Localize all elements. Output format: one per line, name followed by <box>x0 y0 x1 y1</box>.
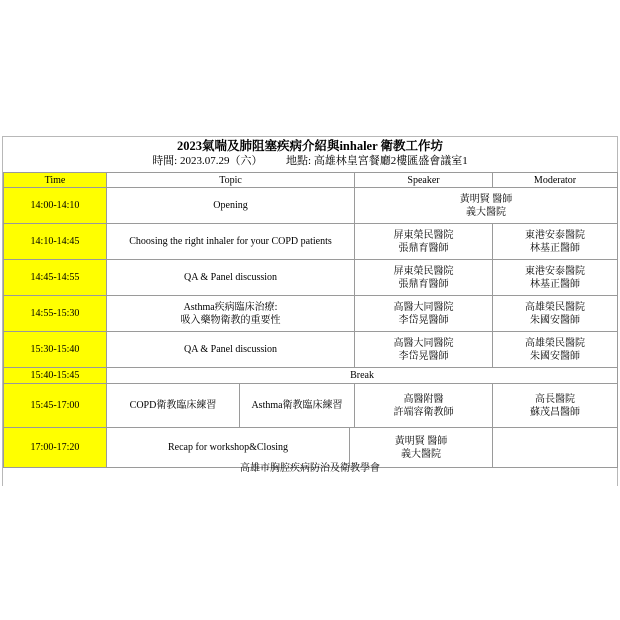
speaker-name: 李岱晃醫師 <box>398 350 449 362</box>
speaker-name: 黃明賢 醫師 <box>394 435 448 447</box>
speaker-hospital: 高醫附醫 <box>403 393 444 405</box>
speaker-hospital: 義大醫院 <box>401 448 442 460</box>
table-row <box>4 188 618 224</box>
topic-line: 吸入藥物衛教的重要性 <box>180 314 281 326</box>
speaker-hospital: 高醫大同醫院 <box>393 337 454 349</box>
date-label: 時間: <box>152 155 178 167</box>
organizer-footer: 高雄市胸腔疾病防治及衛教學會 <box>240 463 380 474</box>
agenda-sheet <box>2 136 618 486</box>
moderator-hospital: 高雄榮民醫院 <box>525 301 586 313</box>
moderator-cell <box>493 332 618 368</box>
moderator-cell <box>493 384 618 428</box>
speaker-name: 黃明賢 醫師 <box>459 193 513 205</box>
moderator-hospital: 東港安泰醫院 <box>525 229 586 241</box>
agenda-table <box>3 172 618 468</box>
speaker-hospital: 屏東榮民醫院 <box>393 229 454 241</box>
topic-cell-asthma: Asthma衛教臨床練習 <box>240 384 355 428</box>
table-row <box>4 260 618 296</box>
header-moderator: Moderator <box>493 173 618 188</box>
time-cell: 17:00-17:20 <box>4 428 107 468</box>
time-cell: 14:10-14:45 <box>4 224 107 260</box>
speaker-name: 張鼎育醫師 <box>398 242 449 254</box>
moderator-cell <box>493 260 618 296</box>
speaker-name: 張鼎育醫師 <box>398 278 449 290</box>
table-row <box>4 332 618 368</box>
speaker-hospital: 義大醫院 <box>466 206 507 218</box>
table-row <box>4 368 618 384</box>
topic-cell: Choosing the right inhaler for your COPD patients <box>107 224 355 260</box>
event-info <box>3 154 617 168</box>
header-speaker: Speaker <box>355 173 493 188</box>
time-cell: 15:40-15:45 <box>4 368 107 384</box>
moderator-hospital: 東港安泰醫院 <box>525 265 586 277</box>
time-cell: 14:45-14:55 <box>4 260 107 296</box>
break-cell: Break <box>107 368 618 384</box>
event-date: 2023.07.29（六） <box>180 155 263 167</box>
speaker-hospital: 屏東榮民醫院 <box>393 265 454 277</box>
table-header-row <box>4 173 618 188</box>
speaker-hospital: 高醫大同醫院 <box>393 301 454 313</box>
moderator-cell <box>493 224 618 260</box>
moderator-name: 林基正醫師 <box>530 242 581 254</box>
speaker-cell <box>355 332 493 368</box>
moderator-name: 朱國安醫師 <box>530 350 581 362</box>
topic-cell: Opening <box>107 188 355 224</box>
moderator-hospital: 高雄榮民醫院 <box>525 337 586 349</box>
speaker-cell <box>355 296 493 332</box>
speaker-cell <box>355 188 618 224</box>
table-row <box>4 296 618 332</box>
time-cell: 14:55-15:30 <box>4 296 107 332</box>
moderator-name: 林基正醫師 <box>530 278 581 290</box>
moderator-cell <box>493 296 618 332</box>
topic-line: Asthma疾病臨床治療: <box>183 301 278 313</box>
time-cell: 15:30-15:40 <box>4 332 107 368</box>
moderator-hospital: 高長醫院 <box>535 393 576 405</box>
topic-cell: Recap for workshop&Closing <box>107 428 350 468</box>
topic-cell: QA & Panel discussion <box>107 332 355 368</box>
event-venue: 高雄林皇宮餐廳2樓匯盛會議室1 <box>313 155 468 167</box>
header-time: Time <box>4 173 107 188</box>
speaker-cell <box>355 260 493 296</box>
speaker-cell <box>355 384 493 428</box>
topic-cell-copd: COPD衛教臨床練習 <box>107 384 240 428</box>
topic-cell <box>107 296 355 332</box>
speaker-name: 李岱晃醫師 <box>398 314 449 326</box>
time-cell: 14:00-14:10 <box>4 188 107 224</box>
moderator-name: 蘇茂昌醫師 <box>530 406 581 418</box>
time-cell: 15:45-17:00 <box>4 384 107 428</box>
moderator-name: 朱國安醫師 <box>530 314 581 326</box>
venue-label: 地點: <box>286 155 312 167</box>
topic-cell: QA & Panel discussion <box>107 260 355 296</box>
page-title: 2023氣喘及肺阻塞疾病介紹與inhaler 衛教工作坊 <box>176 139 444 153</box>
speaker-name: 許端容衛教師 <box>393 406 454 418</box>
speaker-cell <box>355 224 493 260</box>
table-row <box>4 384 618 428</box>
table-row <box>4 224 618 260</box>
header-topic: Topic <box>107 173 355 188</box>
